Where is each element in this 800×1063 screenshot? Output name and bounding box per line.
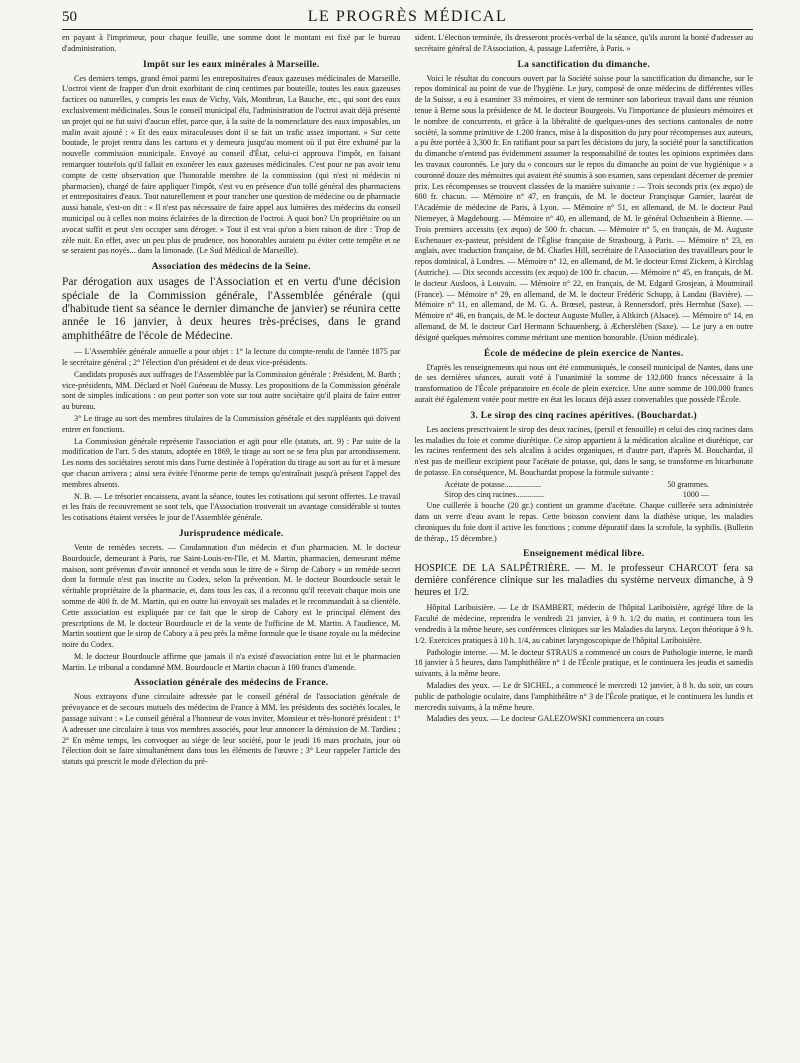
page-number: 50 xyxy=(62,9,77,25)
lead-paragraph: Par dérogation aux usages de l'Association et en vertu d'une décision spéciale de la Commission générale, l'Assemblée générale (qui d'habitude tient sa séance le dernier dimanche de janvier) se réunira cette année le 16 janvier, à deux heures très-précises, dans le grand amphithéâtre de l'école de Médecine. xyxy=(62,276,401,342)
right-column xyxy=(415,33,754,1043)
paragraph: Hôpital Lariboisière. — Le dr ISAMBERT, médecin de l'hôpital Lariboisière, agrégé libre de la Faculté de médecine, reprendra le vendredi 21 janvier, à 9 h. 1/2 du matin, et continuera tous les vendredis à la même heure, ses conférences cliniques sur les Maladies du larynx. Leçon théorique à 9 h. 1/2. Exercices pratiques à 10 h. 1/4, au cabinet laryngoscopique de l'hôpital Lariboisière. xyxy=(414,603,753,645)
section-heading: Jurisprudence médicale. xyxy=(178,528,284,539)
paragraph: — L'Assemblée générale annuelle a pour objet : 1° la lecture du compte-rendu de l'année 1875 par le secrétaire général ; 2° l'élection d'un président et de deux vice-présidents. xyxy=(62,347,401,367)
paragraph: Maladies des yeux. — Le docteur GALEZOWSKI commencera un cours xyxy=(426,714,664,724)
paragraph: Pathologie interne. — M. le docteur STRAUS a commencé un cours de Pathologie interne, le mardi 18 janvier à 5 heures, dans l'amphithéâtre n° 1 de l'École pratique, et le continuera les jeudis et samedis suivants, à la même heure. xyxy=(414,647,753,679)
paragraph: Nous extrayons d'une circulaire adressée par le conseil général de l'association générale de prévoyance et de secours mutuels des médecins de France à MM. les présidents des sociétés locales, le passage suivant : « Le conseil général a l'honneur de vous inviter, Monsieur et très-honoré président : 1° A adresser une circulaire à tous vos membres associés, pour leur annoncer la démission de M. Tardieu ; 2° En même temps, les convoquer au siège de leur société, pour le jeudi 16 mars prochain, jour où l'élection doit se faire simultanément dans tous les éléments de l'œuvre ; 3° Leur rappeler l'article des statuts qui prescrit le mode d'élection du pré- xyxy=(62,692,401,767)
text-columns xyxy=(62,33,753,1043)
paragraph: Voici le résultat du concours ouvert par la Société suisse pour la sanctification du dimanche, sur le repos dominical au point de vue de l'hygiène. Le jury, composé de onze médecins de différentes villes de la Suisse, a eu à examiner 33 mémoires, et vient de terminer son laborieux travail dans une réunion tenue à Berne sous la présidence de M. le docteur Bourgeois. Vu l'importance de plusieurs mémoires et le nombre de concurrents, et grâce à la libéralité de quelques-unes des sections cantonales de notre société, la somme primitive de 1.200 francs, mise à la disposition du jury pour récompenses aux auteurs, a pu être portée à 3,300 fr. En ratifiant pour sa part les décisions du jury, la société pour la sanctification du dimanche n'entend pas évidemment assumer la responsabilité de toutes les opinions exprimées dans les travaux couronnés. Le jury du « concours sur le repos du dimanche au point de vue hygiénique » a couronné douze des mémoires qui avaient été soumis à son examen, sans cependant décerner de premier prix. Les récompenses se trouvent classées de la manière suivante : — Trois seconds prix (ex æquo) de 600 fr. chacun. — Mémoire n° 47, en français, de M. le docteur Françisque Garnier, lauréat de l'Académie de médecine de Paris, à Lyon. — Mémoire n° 51, en allemand, de M. le docteur Paul Niemeyer, à Magdebourg. — Mémoire n° 40, en allemand, de M. le général Ochsenbein à Bienne. — Trois premiers accessits (ex æquo) de 500 fr. chacun. — Mémoire n° 5, en français, de M. Auguste Eschenauer ex-pasteur, président de l'Église française de Strasbourg, à Paris. — Mémoire n° 23, en anglais, avec traduction française, de M. Charles Hill, secrétaire de l'Association des travailleurs pour le repos dominical, à Londres. — Mémoire n° 12, en allemand, de M. le docteur Ernst Zickern, à Kirchlag (Autriche). — Dix seconds accessits (ex æquo) de 100 fr. chacun. — Mémoire n° 45, en français, de M. le docteur Ausloos, à Louvain. — Mémoire n° 22, en français, de M. Edgard Grosjean, à Moutmirail (France). — Mémoire n° 29, en allemand, de M. le docteur Frédéric Schupp, à Landau (Bavière). — Mémoire n° 11, en allemand, de M. G. A. Brœsel, pasteur, à Rennersdorf, près Herrnhut (Saxe). — Mémoire n° 46, en français, de M. le docteur Auguste Muller, à Altkirch (Alsace). — Mémoire n° 14, en allemand, de M. le docteur Carl Hermann Schauenberg, à Æcherslében (Saxe). — Le jury a en outre désigné quelques mémoires comme méritant une mention honorable. (Union médicale). xyxy=(414,73,753,342)
formula-line xyxy=(415,490,754,501)
paragraph: sident. L'élection terminée, ils dresseront procès-verbal de la séance, qu'ils auront la bonté d'adresser au secrétaire général de l'Association, 4, passage Laferrière, à Paris. » xyxy=(414,33,753,53)
section-heading: Impôt sur les eaux minérales à Marseille. xyxy=(143,59,320,70)
paragraph: N. B. — Le trésorier encaissera, avant la séance, toutes les cotisations qui seront offertes. Le travail et les frais de recouvrement se sont tels, que l'Association trouverait un avantage considérable si toutes les cotisations étaient versées le jour de l'Assemblée générale. xyxy=(62,491,401,523)
left-column xyxy=(62,33,401,1043)
paragraph: en payant à l'imprimeur, pour chaque feuille, une somme dont le montant est fixé par le bureau d'administration. xyxy=(62,33,401,53)
formula-label: Acétate de potasse.................. xyxy=(444,479,542,489)
section-heading: Association des médecins de la Seine. xyxy=(151,262,311,273)
page-header xyxy=(62,8,753,30)
journal-title: LE PROGRÈS MÉDICAL xyxy=(307,8,508,25)
section-heading: École de médecine de plein exercice de Nantes. xyxy=(483,348,684,359)
paragraph: Une cuillerée à bouche (20 gr.) contient un gramme d'acétate. Chaque cuillerée sera administrée dans un verre d'eau avant le repas. Cette boisson convient dans la diathèse urique, les maladies chroniques du foie dont il active les fonctions ; comme dépuratif dans la scrofule, la syphilis. (Bulletin de thérap., 15 décembre.) xyxy=(414,501,753,543)
section-heading: Enseignement médical libre. xyxy=(523,549,645,560)
paragraph: La Commission générale représente l'association et agit pour elle (statuts, art. 9) : Par suite de la modification de l'art. 5 des statuts, adoptée en 1869, le tirage au sort ne se fera plus par arrondissement. Les noms des sociétaires seront mis dans l'urne destinée à l'opération du tirage au sort au fur et à mesure que chacun arrivera ; ainsi sera évitée l'énorme perte de temps qu'entraînait jusqu'à présent l'appel des membres absents. xyxy=(62,436,401,489)
section-heading: Association générale des médecins de France. xyxy=(134,678,329,689)
paragraph: Vente de remèdes secrets. — Condamnation d'un médecin et d'un pharmacien. M. le docteur Bourdoucle, demeurant à Paris, rue Saint-Louis-en-l'Ile, et M. Martin, pharmacien, demeurant même maison, sont prévenus d'avoir annoncé et vendu sous le titre de « Sirop de Cabory » un remède secret dont la formule n'est pas inscrite au Codex, selon la prévention. M. le docteur Bourdoucle serait le véritable propriétaire de la pharmacie, et, dans tous les cas, il a reconnu qu'il recevait chaque mois une somme de 400 fr. de M. Martin, qui en outre lui envoyait ses malades et le recommandait à sa clientèle. Cette association est expliquée par ce fait que le sirop de Cabory est le principal élément des prescriptions de M. le docteur Bourdoucle et de la vente de l'officine de M. Martin. A l'audience, M. Martin soutient que le sirop de Cabory a à peu près la même formule que le tisane royale ou la médecine noire du Codex. xyxy=(62,542,401,650)
formula-label: Sirop des cinq racines.............. xyxy=(444,490,545,500)
paragraph: Maladies des yeux. — Le dr SICHEL, a commencé le mercredi 12 janvier, à 8 h. du soir, un cours public de pathologie oculaire, dans l'amphithéâtre n° 3 de l'École pratique, et le continuera les lundis et mercredis suivants, à la même heure. xyxy=(414,681,753,712)
section-heading: La sanctification du dimanche. xyxy=(517,59,650,70)
section-heading: 3. Le sirop des cinq racines apéritives. (Bouchardat.) xyxy=(470,410,697,421)
paragraph: Ces derniers temps, grand émoi parmi les entrepositaires d'eaux gazeuses médicinales de Marseille. L'octroi vient de frapper d'un droit exorbitant de cinq centimes par bouteille, toutes les eaux gazeuses factices ou naturelles, y compris les eaux de Vichy, Vals, Montbrun, La Bauche, etc., qui sont des eaux exclusivement médicinales. Sous le conseil municipal élu, l'administration de l'octroi avait déjà présenté un projet qui ne fut suivi d'aucun effet, parce que, à la suite de la nomenclature des eaux imposables, un malin avait ajouté : « Et des eaux miraculeuses dont il se fait un trafic assez important. » Sur cette boutade, le projet rentra dans les cartons et y demeura jusqu'au moment où il put être exhumé par la nouvelle commission municipale. Envoyé au conseil d'État, celui-ci approuva l'impôt, en faisant remarquer toutefois qu'il fallait en exonérer les eaux gazeuses médicinales. C'est pour ne pas avoir tenu compte de cette observation que l'honorable membre de la commission (qui n'est ni médecin ni pharmacien), chargé de faire appliquer l'impôt, s'est vu en présence d'un tollé général des pharmaciens et entrepositaires d'eaux. Tout naturellement et pour trancher une question de médecine ou de pharmacie aussi banale, s'est-on dit : « Il n'est pas nécessaire de faire appel aux lumières des médecins du conseil municipal ou à celles non moins éclairées de la direction de l'octroi. A quoi bon? Un propriétaire ou un avocat suffit et peut s'en occuper sans déroger. » Tout il est vrai qu'on a bien raison de dire : Trop de zèle nuit. En effet, avec un peu plus de prudence, nos honorables auraient pu éviter cette tempête et ne se seraient pas noyés... dans la limonade. (Le Sud Médical de Marseille). xyxy=(62,73,401,256)
paragraph: Candidats proposés aux suffrages de l'Assemblée par la Commission générale : Président, M. Barth ; vice-présidents, MM. Déclard et Noël Guéneau de Mussy. Les propositions de la Commission générale sont de simples indications : on peut porter son vote sur tout autre sociétaire qu'il plaira de faire entrer au bureau. xyxy=(62,369,401,412)
paragraph: D'après les renseignements qui nous ont été communiqués, le conseil municipal de Nantes, dans une de ses dernières séances, aurait voté à l'unanimité la somme de 132.000 francs nécessaire à la transformation de l'École préparatoire en école de plein exercice. Une autre somme de 100.000 francs aurait été également votée pour mettre en état les locaux déjà assez convenables que possède l'École. xyxy=(414,362,753,404)
paragraph: M. le docteur Bourdoucle affirme que jamais il n'a existé d'association entre lui et le pharmacien Martin. Le tribunal a condamné MM. Bourdoucle et Martin chacun à 100 francs d'amende. xyxy=(62,651,401,672)
lead-paragraph: HOSPICE DE LA SALPÊTRIÈRE. — M. le professeur CHARCOT fera sa dernière conférence clinique sur les maladies du système nerveux dimanche, à 9 heures et 1/2. xyxy=(414,563,753,599)
formula-value: 50 grammes. xyxy=(667,479,709,489)
paragraph: Les anciens prescrivaient le sirop des deux racines, (persil et fenouille) et celui des cinq racines dans les maladies du foie et comme diurétique. Ce sirop appartient à la médication alcaline et diurétique, car les racines renferment des sels alcalins à acides organiques, et d'autre part, d'après M. Bouchardat, il n'est pas de meilleur excipient pour l'acétate de potasse, qui, dans le sang, se transforme en bicarbonate de potasse. En conséquence, M. Bouchardat propose la formule suivante : xyxy=(414,424,753,477)
paragraph: 3° Le tirage au sort des membres titulaires de la Commission générale et des suppléants qui doivent entrer en fonctions. xyxy=(62,413,401,434)
formula-line xyxy=(415,480,754,491)
formula-value: 1000 — xyxy=(682,490,709,500)
